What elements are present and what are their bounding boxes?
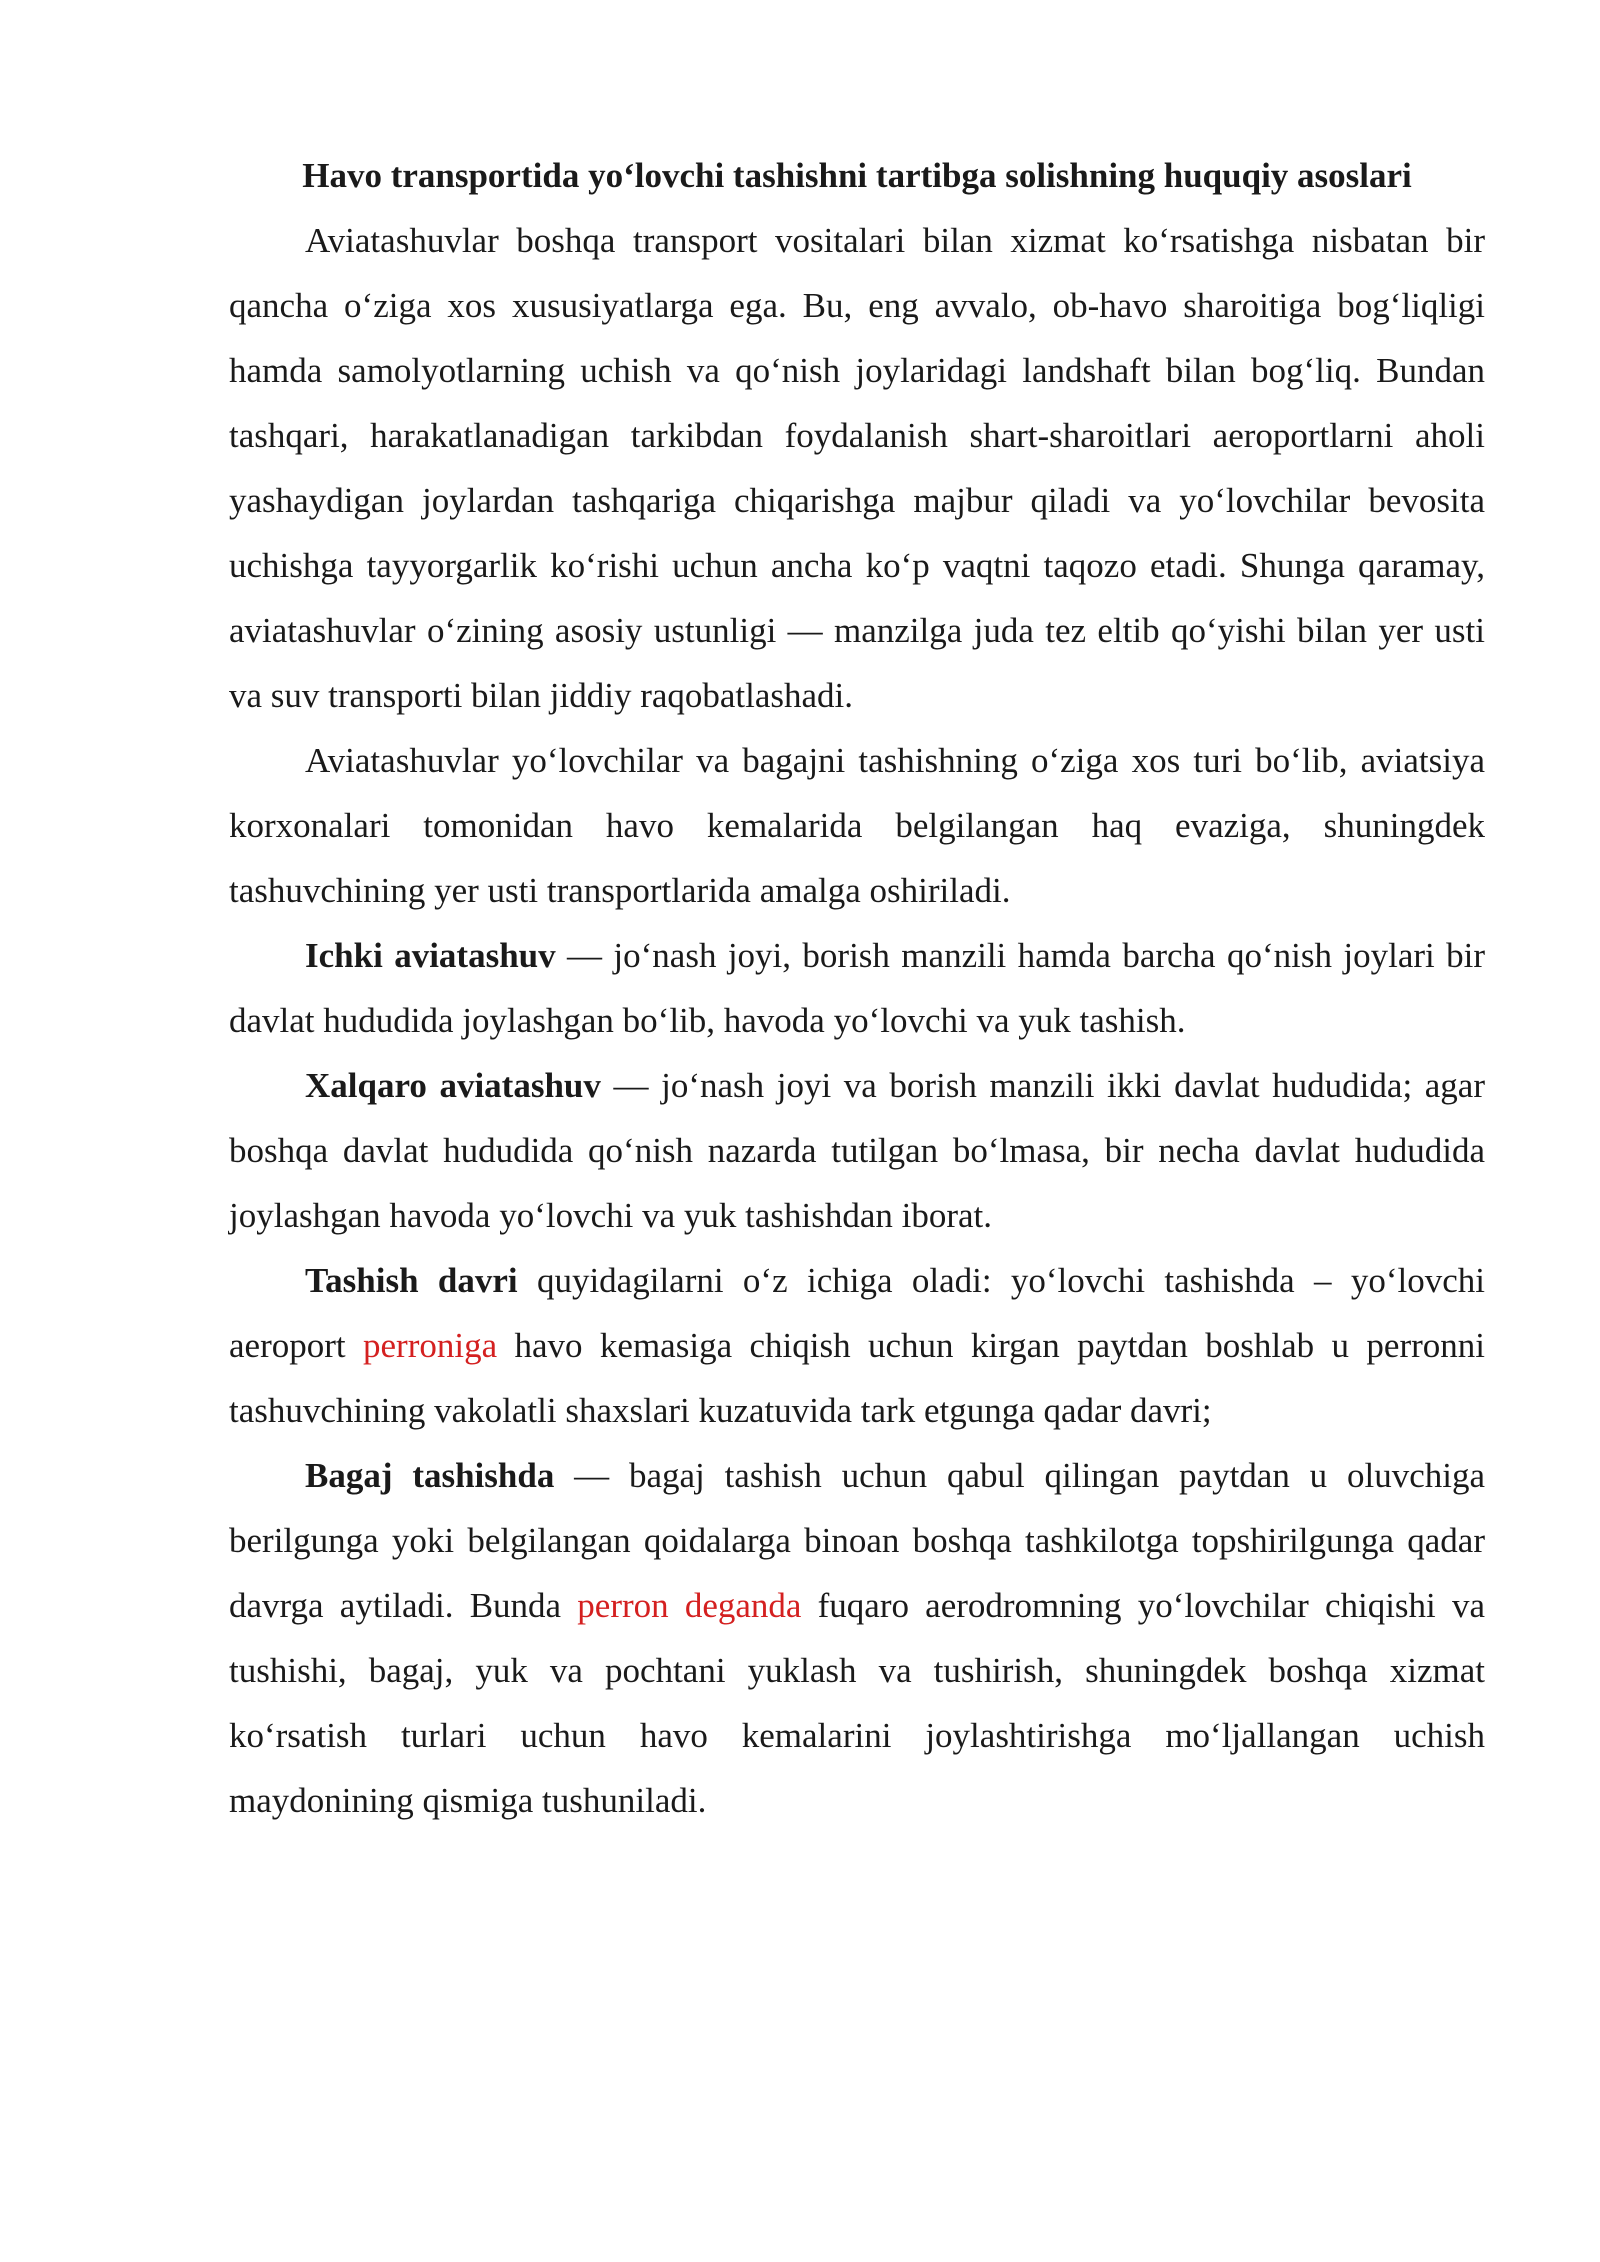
term-international-aviation: Xalqaro aviatashuv bbox=[305, 1066, 601, 1105]
definition-baggage-transport-b: fuqaro aerodromning yo‘lovchilar chiqishi va tushishi, bagaj, yuk va pochtani yuklash va tushirish, shuningdek boshqa xizmat ko‘rsatish turlari uchun havo kemalarini joylashtirishga mo‘ljallangan uchish maydonining qismiga tushuniladi. bbox=[229, 1586, 1486, 1820]
definition-transport-period-b: havo kemasiga chiqish uchun kirgan paytdan boshlab u perronni tashuvchining vakolatli shaxslari kuzatuvida tark etgunga qadar davri; bbox=[229, 1326, 1485, 1430]
document-page bbox=[229, 148, 1485, 1833]
definition-baggage-transport-a: — bagaj tashish uchun qabul qilingan paytdan u oluvchiga berilgunga yoki belgilangan qoidalarga binoan boshqa tashkilotga topshirilgunga qadar davrga aytiladi. Bunda bbox=[229, 1456, 1485, 1625]
highlight-perroniga: perroniga bbox=[363, 1326, 498, 1365]
definition-international-aviation: — jo‘nash joyi va borish manzili ikki davlat hududida; agar boshqa davlat hududida qo‘nish nazarda tutilgan bo‘lmasa, bir necha davlat hududida joylashgan havoda yo‘lovchi va yuk tashishdan iborat. bbox=[229, 1066, 1485, 1235]
definition-domestic-aviation: — jo‘nash joyi, borish manzili hamda barcha qo‘nish joylari bir davlat hududida joylashgan bo‘lib, havoda yo‘lovchi va yuk tashish. bbox=[229, 936, 1485, 1040]
paragraph-international-aviation bbox=[229, 1053, 1485, 1248]
paragraph-definition: Aviatashuvlar yo‘lovchilar va bagajni tashishning o‘ziga xos turi bo‘lib, aviatsiya korxonalari tomonidan havo kemalarida belgilangan haq evaziga, shuningdek tashuvchining yer usti transportlarida amalga oshiriladi. bbox=[229, 741, 1485, 910]
paragraph-intro: Aviatashuvlar boshqa transport vositalari bilan xizmat ko‘rsatishga nisbatan bir qancha o‘ziga xos xususiyatlarga ega. Bu, eng avvalo, ob-havo sharoitiga bog‘liqligi hamda samolyotlarning uchish va qo‘nish joylaridagi landshaft bilan bog‘liq. Bundan tashqari, harakatlanadigan tarkibdan foydalanish shart-sharoitlari aeroportlarni aholi yashaydigan joylardan tashqariga chiqarishga majbur qiladi va yo‘lovchilar bevosita uchishga tayyorgarlik ko‘rishi uchun ancha ko‘p vaqtni taqozo etadi. Shunga qaramay, aviatashuvlar o‘zining asosiy ustunligi — manzilga juda tez eltib qo‘yishi bilan yer usti va suv transporti bilan jiddiy raqobatlashadi. bbox=[229, 221, 1485, 715]
definition-transport-period-a: quyidagilarni o‘z ichiga oladi: yo‘lovchi tashishda – yo‘lovchi aeroport bbox=[229, 1261, 1485, 1365]
term-baggage-transport: Bagaj tashishda bbox=[305, 1456, 555, 1495]
term-transport-period: Tashish davri bbox=[305, 1261, 518, 1300]
paragraph-transport-period bbox=[229, 1248, 1485, 1443]
paragraph-baggage-transport bbox=[229, 1443, 1485, 1833]
paragraph-domestic-aviation bbox=[229, 923, 1485, 1053]
term-domestic-aviation: Ichki aviatashuv bbox=[305, 936, 556, 975]
highlight-perron-deganda: perron deganda bbox=[577, 1586, 802, 1625]
document-title: Havo transportida yo‘lovchi tashishni tartibga solishning huquqiy asoslari bbox=[302, 156, 1412, 195]
